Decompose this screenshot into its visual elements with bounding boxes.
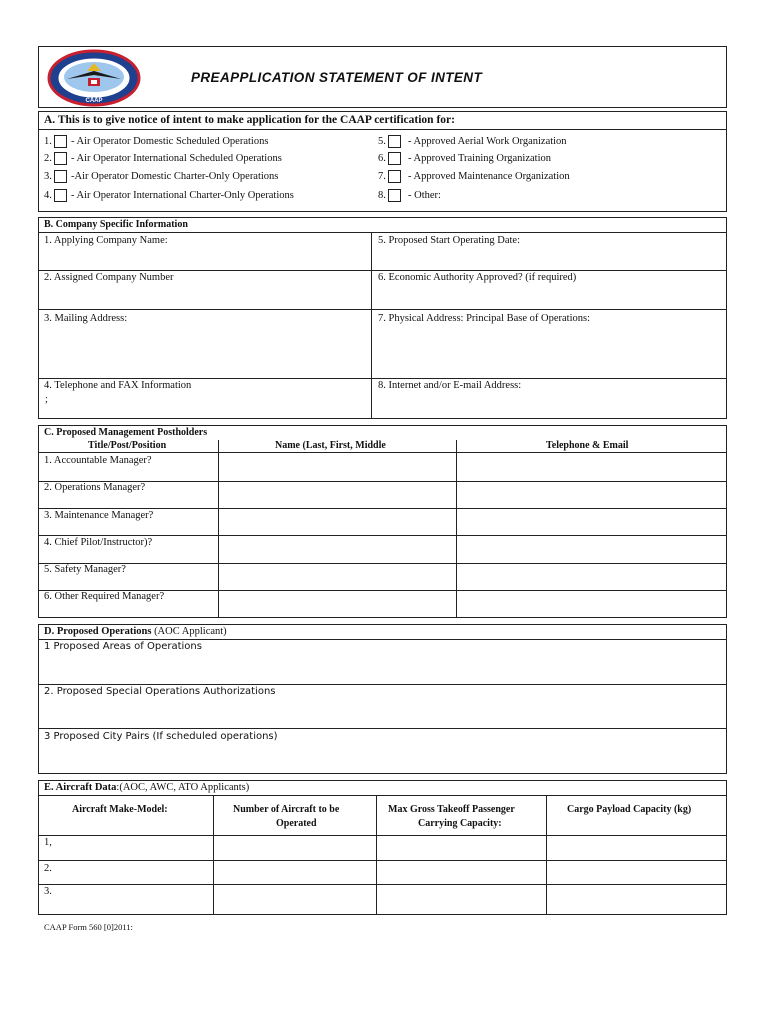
option-5-num: 5. [378,136,386,147]
option-1-checkbox[interactable] [54,135,67,148]
option-5-checkbox[interactable] [388,135,401,148]
option-7-num: 7. [378,171,386,182]
section-c-heading: C. Proposed Management Postholders [44,427,208,438]
page-title: PREAPPLICATION STATEMENT OF INTENT [191,70,483,85]
col-name: Name (Last, First, Middle [275,440,386,451]
postholder-row-4: 4. Chief Pilot/Instructor)? [44,537,153,548]
company-number-field[interactable]: 2. Assigned Company Number [44,272,174,283]
section-e-heading [44,782,249,793]
section-e-heading-bold: E. Aircraft Data [44,782,117,793]
col-cargo-payload: Cargo Payload Capacity (kg) [567,804,692,815]
postholder-row-6: 6. Other Required Manager? [44,591,165,602]
section-e-heading-rest: :(AOC, AWC, ATO Applicants) [116,782,250,793]
telephone-fax-extra: ; [45,394,48,405]
option-6-label: - Approved Training Organization [408,153,552,164]
company-name-field[interactable]: 1. Applying Company Name: [44,235,168,246]
option-6-checkbox[interactable] [388,152,401,165]
option-4-checkbox[interactable] [54,189,67,202]
postholder-row-5: 5. Safety Manager? [44,564,126,575]
option-5-label: - Approved Aerial Work Organization [408,136,567,147]
option-1-num: 1. [44,136,52,147]
col-telephone-email: Telephone & Email [546,440,629,451]
postholder-row-2: 2. Operations Manager? [44,482,146,493]
option-3-checkbox[interactable] [54,170,67,183]
col-max-gross-l2: Carrying Capacity: [418,818,502,829]
option-8-checkbox[interactable] [388,189,401,202]
col-num-aircraft-l2: Operated [276,818,317,829]
option-4-num: 4. [44,190,52,201]
aircraft-row-3: 3. [44,886,52,897]
option-4-label: - Air Operator International Charter-Only Operations [71,190,294,201]
city-pairs-field[interactable]: 3 Proposed City Pairs (If scheduled operations) [44,731,278,742]
postholder-row-3: 3. Maintenance Manager? [44,510,154,521]
option-7-checkbox[interactable] [388,170,401,183]
option-7-label: - Approved Maintenance Organization [408,171,570,182]
option-2-label: - Air Operator International Scheduled Operations [71,153,282,164]
option-1-label: - Air Operator Domestic Scheduled Operations [71,136,269,147]
option-6-num: 6. [378,153,386,164]
economic-authority-field[interactable]: 6. Economic Authority Approved? (if required) [378,272,577,283]
col-make-model: Aircraft Make-Model: [72,804,168,815]
internet-email-field[interactable]: 8. Internet and/or E-mail Address: [378,380,522,391]
option-3-label: -Air Operator Domestic Charter-Only Operations [71,171,279,182]
special-ops-field[interactable]: 2. Proposed Special Operations Authorizations [44,686,276,697]
caap-logo [47,49,141,107]
physical-address-field[interactable]: 7. Physical Address: Principal Base of Operations: [378,313,591,324]
postholder-row-1: 1. Accountable Manager? [44,455,152,466]
col-num-aircraft-l1: Number of Aircraft to be [233,804,340,815]
option-2-num: 2. [44,153,52,164]
col-title-post: Title/Post/Position [88,440,167,451]
proposed-areas-field[interactable]: 1 Proposed Areas of Operations [44,641,202,652]
start-date-field[interactable]: 5. Proposed Start Operating Date: [378,235,521,246]
logo-bottom-text: CAAP [85,98,103,104]
option-8-num: 8. [378,190,386,201]
option-2-checkbox[interactable] [54,152,67,165]
mailing-address-field[interactable]: 3. Mailing Address: [44,313,128,324]
telephone-fax-field[interactable]: 4. Telephone and FAX Information [44,380,192,391]
option-3-num: 3. [44,171,52,182]
section-d-heading-bold: D. Proposed Operations [44,626,152,637]
option-8-label: - Other: [408,190,441,201]
section-e [38,780,727,915]
section-b-heading: B. Company Specific Information [44,219,188,230]
section-d-heading [44,626,227,637]
section-d-heading-rest: (AOC Applicant) [151,626,227,637]
section-a-heading: A. This is to give notice of intent to make application for the CAAP certification for: [44,114,455,126]
aircraft-row-1: 1, [44,837,52,848]
aircraft-row-2: 2. [44,863,52,874]
form-id: CAAP Form 560 [0]2011: [44,922,133,932]
col-max-gross-l1: Max Gross Takeoff Passenger [388,804,515,815]
